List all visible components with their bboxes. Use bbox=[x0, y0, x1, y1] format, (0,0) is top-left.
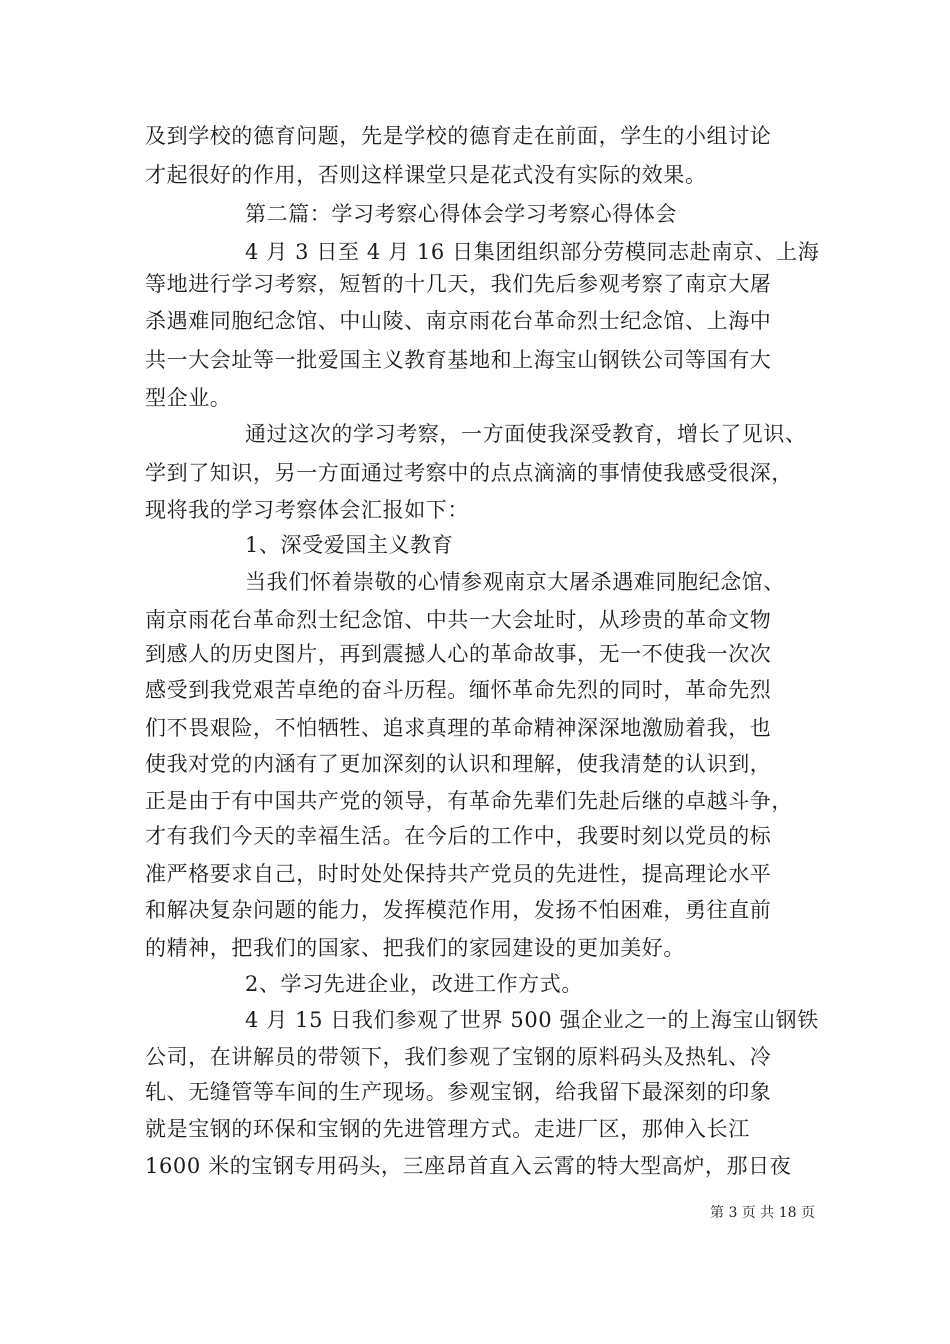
text-line: 学到了知识，另一方面通过考察中的点点滴滴的事情使我感受很深， bbox=[145, 461, 793, 485]
text-line: 才有我们今天的幸福生活。在今后的工作中，我要时刻以党员的标 bbox=[145, 824, 772, 848]
page-number-footer: 第 3 页 共 18 页 bbox=[710, 1205, 815, 1221]
text-line: 南京雨花台革命烈士纪念馆、中共一大会址时，从珍贵的革命文物 bbox=[145, 608, 772, 632]
text-line: 们不畏艰险，不怕牺牲、追求真理的革命精神深深地激励着我，也 bbox=[145, 716, 772, 740]
text-line: 等地进行学习考察，短暂的十几天，我们先后参观考察了南京大屠 bbox=[145, 272, 772, 296]
text-line: 共一大会址等一批爱国主义教育基地和上海宝山钢铁公司等国有大 bbox=[145, 348, 772, 372]
text-line: 到感人的历史图片，再到震撼人心的革命故事，无一不使我一次次 bbox=[145, 642, 772, 666]
text-line: 通过这次的学习考察，一方面使我深受教育，增长了见识、 bbox=[245, 422, 807, 446]
text-line: 和解决复杂问题的能力，发挥模范作用，发扬不怕困难，勇往直前 bbox=[145, 898, 772, 922]
text-line: 正是由于有中国共产党的领导，有革命先辈们先赴后继的卓越斗争， bbox=[145, 789, 793, 813]
text-line: 就是宝钢的环保和宝钢的先进管理方式。走进厂区，那伸入长江 bbox=[145, 1117, 750, 1141]
text-line: 使我对党的内涵有了更加深刻的认识和理解，使我清楚的认识到， bbox=[145, 752, 772, 776]
section-heading: 第二篇：学习考察心得体会学习考察心得体会 bbox=[245, 202, 677, 226]
text-line: 及到学校的德育问题，先是学校的德育走在前面，学生的小组讨论 bbox=[145, 124, 772, 148]
subsection-heading: 1、深受爱国主义教育 bbox=[245, 533, 454, 557]
text-line: 4 月 3 日至 4 月 16 日集团组织部分劳模同志赴南京、上海 bbox=[245, 240, 820, 264]
text-line: 公司，在讲解员的带领下，我们参观了宝钢的原料码头及热轧、冷 bbox=[145, 1045, 772, 1069]
text-line: 感受到我党艰苦卓绝的奋斗历程。缅怀革命先烈的同时，革命先烈 bbox=[145, 678, 772, 702]
subsection-heading: 2、学习先进企业，改进工作方式。 bbox=[245, 972, 583, 996]
text-line: 型企业。 bbox=[145, 386, 232, 410]
text-line: 的精神，把我们的国家、把我们的家园建设的更加美好。 bbox=[145, 936, 685, 960]
text-line: 现将我的学习考察体会汇报如下： bbox=[145, 498, 469, 522]
text-line: 4 月 15 日我们参观了世界 500 强企业之一的上海宝山钢铁 bbox=[245, 1008, 819, 1032]
text-line: 准严格要求自己，时时处处保持共产党员的先进性，提高理论水平 bbox=[145, 862, 772, 886]
text-line: 1600 米的宝钢专用码头，三座昂首直入云霄的特大型高炉，那日夜 bbox=[145, 1154, 792, 1178]
text-line: 当我们怀着崇敬的心情参观南京大屠杀遇难同胞纪念馆、 bbox=[245, 570, 785, 594]
text-line: 才起很好的作用，否则这样课堂只是花式没有实际的效果。 bbox=[145, 163, 707, 187]
text-line: 轧、无缝管等车间的生产现场。参观宝钢，给我留下最深刻的印象 bbox=[145, 1080, 772, 1104]
text-line: 杀遇难同胞纪念馆、中山陵、南京雨花台革命烈士纪念馆、上海中 bbox=[145, 309, 772, 333]
